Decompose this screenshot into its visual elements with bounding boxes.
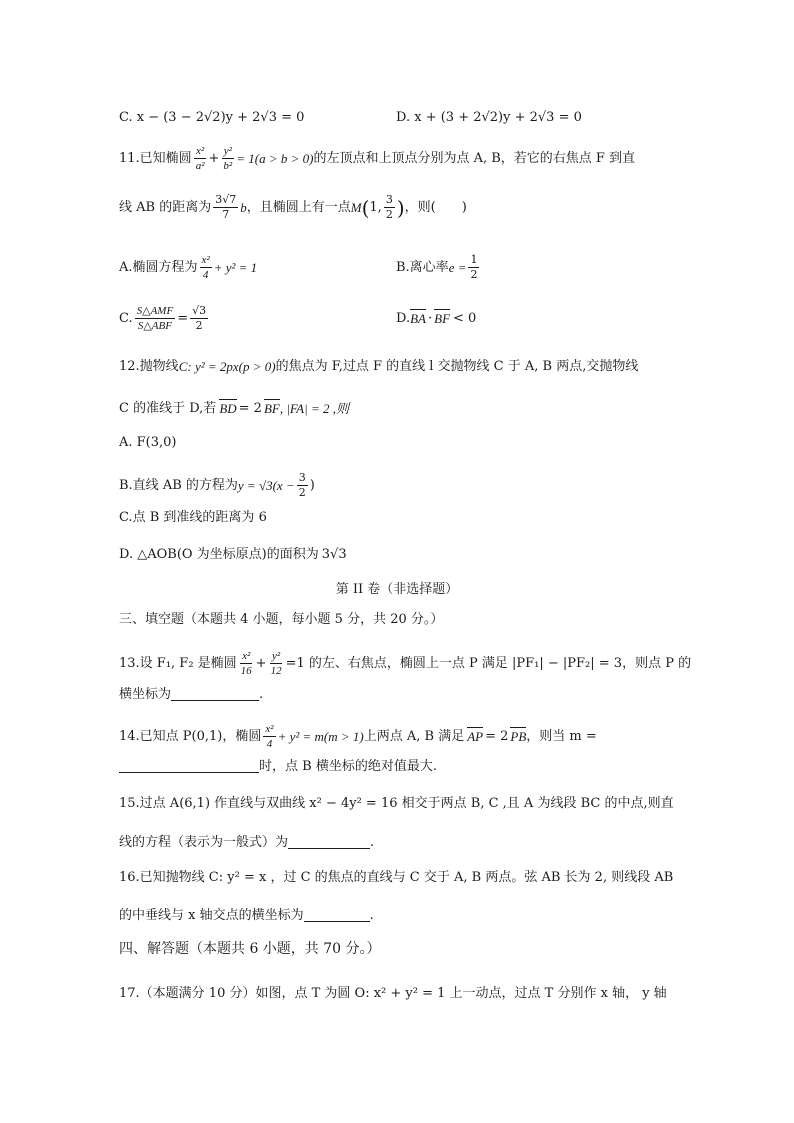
q11-option-b: B.离心率 e = $\frac{1}{2}$ bbox=[396, 253, 478, 282]
q11-stem-line2: 线 AB 的距离为 $\frac{3√7}{7}$ b ，且椭圆上有一点 M ( 1, $\frac{3}{2}$ ) ，则( ) bbox=[119, 193, 467, 222]
q12-option-b: B.直线 AB 的方程为 y = √3(x − $\frac{3}{2}$ ) bbox=[119, 471, 315, 500]
q15-answer-blank[interactable] bbox=[288, 836, 370, 849]
q13-line1: 13.设 F₁, F₂ 是椭圆 $\frac{\text{x²}}{16}$ + $\frac{\text{y²}}{12}$ =1 的左、右焦点，椭圆上一点 P 满足 |PF₁| − |PF₂| = 3，则点 P 的 bbox=[119, 650, 692, 678]
ellipse-condition: = 1(a > b > 0) bbox=[236, 151, 314, 167]
q14-line2: 时，点 B 横坐标的绝对值最大. bbox=[119, 760, 684, 773]
q13-number: 13.设 F₁, F₂ 是椭圆 bbox=[119, 656, 237, 672]
q14-line1: 14.已知点 P(0,1)，椭圆 $\frac{\text{x²}}{4}$ + y² = m(m > 1) 上两点 A, B 满足 AP = 2 PB ，则当 m = bbox=[119, 723, 597, 751]
q11-stem-text-b3: ，则( ) bbox=[404, 200, 467, 216]
q11-options-cd: C. $\frac{\text{S△AMF}}{\text{S△ABF}}$ = $\frac{√3}{2}$ D. BA · BF < 0 bbox=[119, 304, 477, 333]
q12-option-d: D. △AOB(O 为坐标原点)的面积为 3√3 bbox=[119, 547, 347, 562]
q12-option-a: A. F(3,0) bbox=[119, 435, 177, 450]
section3-heading: 三、填空题（本题共 4 小题，每小题 5 分，共 20 分。） bbox=[119, 612, 444, 627]
q14-answer-blank[interactable] bbox=[119, 760, 259, 773]
q11-stem-text-a: 的左顶点和上顶点分别为点 A, B，若它的右焦点 F 到直 bbox=[313, 151, 636, 167]
q10-options bbox=[119, 111, 684, 124]
q14-number: 14.已知点 P(0,1)，椭圆 bbox=[119, 729, 262, 745]
q12-number: 12.抛物线 bbox=[119, 359, 179, 374]
q11-number: 11.已知椭圆 bbox=[119, 151, 192, 167]
q11-stem-text-b1: 线 AB 的距离为 bbox=[119, 200, 212, 216]
frac-x2-a2: $\frac{\text{x²}}{\text{a²}}$ bbox=[195, 145, 205, 173]
q12-option-c: C.点 B 到准线的距离为 6 bbox=[119, 510, 267, 525]
q11-option-a: A.椭圆方程为 bbox=[119, 260, 198, 276]
q15-line1: 15.过点 A(6,1) 作直线与双曲线 x² − 4y² = 16 相交于两点 B, C ,且 A 为线段 BC 的中点,则直 bbox=[119, 796, 674, 811]
q16-answer-blank[interactable] bbox=[304, 909, 370, 922]
frac-y2-b2: $\frac{\text{y²}}{\text{b²}}$ bbox=[223, 145, 233, 173]
q12-stem-line1: 12.抛物线 C: y² = 2px(p > 0) 的焦点为 F,过点 F 的直线 l 交抛物线 C 于 A, B 两点,交抛物线 bbox=[119, 359, 639, 374]
q11-stem-text-b2: ，且椭圆上有一点 bbox=[246, 200, 351, 216]
section4-heading: 四、解答题（本题共 6 小题，共 70 分。） bbox=[119, 941, 381, 957]
q10-option-d: D. x + (3 + 2√2)y + 2√3 = 0 bbox=[396, 110, 582, 125]
q12-stem-line2: C 的准线于 D,若 BD = 2 BF , |FA| = 2 ,则 bbox=[119, 401, 349, 416]
frac-3sqrt7-7: $\frac{3√7}{7}$ bbox=[215, 193, 237, 222]
q11-option-c: C. bbox=[119, 311, 133, 327]
q13-line2: 横坐标为 . bbox=[119, 687, 264, 702]
frac-3-2: $\frac{3}{2}$ bbox=[385, 193, 393, 222]
q12-stem-text-a: 的焦点为 F,过点 F 的直线 l 交抛物线 C 于 A, B 两点,交抛物线 bbox=[275, 359, 639, 374]
q16-line2: 的中垂线与 x 轴交点的横坐标为 . bbox=[119, 908, 374, 923]
q12-stem-text-b: C 的准线于 D,若 bbox=[119, 401, 217, 416]
q11-option-d: D. BA · BF < 0 bbox=[396, 311, 477, 327]
q11-stem-line1: 11.已知椭圆 $\frac{\text{x²}}{\text{a²}}$ + $\frac{\text{y²}}{\text{b²}}$ = 1(a > b > 0) 的左顶点和上顶点分别为点 A, B，若它的右焦点 F 到直 bbox=[119, 145, 636, 173]
q13-answer-blank[interactable] bbox=[171, 688, 259, 701]
q17-line1: 17.（本题满分 10 分）如图，点 T 为圆 O: x² + y² = 1 上一动点，过点 T 分别作 x 轴， y 轴 bbox=[119, 986, 667, 1001]
q15-line2: 线的方程（表示为一般式）为 . bbox=[119, 835, 375, 850]
q10-option-c: C. x − (3 − 2√2)y + 2√3 = 0 bbox=[119, 110, 305, 125]
part2-title: 第 II 卷（非选择题） bbox=[335, 582, 459, 597]
q16-line1: 16.已知抛物线 C: y² = x ，过 C 的焦点的直线与 C 交于 A, B 两点。弦 AB 长为 2, 则线段 AB bbox=[119, 870, 674, 885]
q11-options-ab: A.椭圆方程为 $\frac{\text{x²}}{4}$ + y² = 1 B.离心率 e = $\frac{1}{2}$ bbox=[119, 254, 684, 281]
